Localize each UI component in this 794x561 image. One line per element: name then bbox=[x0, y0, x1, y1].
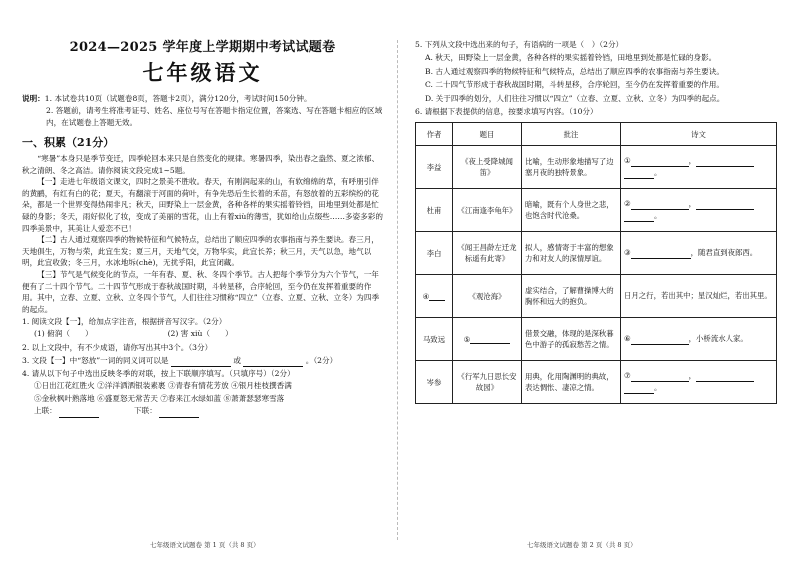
question-3-prefix: 3. 文段【一】中“怒放”一词的同义词可以是 bbox=[22, 355, 169, 365]
q4-lower-blank[interactable] bbox=[159, 408, 199, 418]
q4-option-5: ⑤金秋枫叶熟落地 bbox=[34, 393, 95, 403]
right-page bbox=[397, 0, 794, 561]
question-5-option-d: D. 关于四季的划分，人们往往习惯以“四立”（立春、立夏、立秋、立冬）为四季的起点。 bbox=[425, 93, 725, 103]
verse-blank[interactable] bbox=[631, 249, 691, 259]
passage-2: 【二】古人通过观察四季的物候特征和气候特点，总结出了顺应四季的农事指南与养生要诀。春三月，天地俱生，万物与荣，此宜生发；夏三月，天地气交，万物华实，此宜长养；秋三月，天气以急，地气以明，此宜收敛；冬三月，水冰地坼(chè)，无扰乎阳，此宜闭藏。 bbox=[22, 235, 379, 268]
question-1-part-b: (2) 害 xiù（ ） bbox=[167, 329, 233, 339]
left-page-footer: 七年级语文试题卷 第 1 页（共 8 页） bbox=[150, 541, 260, 549]
question-4: 4. 请从以下句子中选出反映冬季的对联，按上下联顺序填写。（只填序号）（2分） bbox=[22, 368, 295, 378]
exam-title: 2024—2025 学年度上学期期中考试试题卷 bbox=[69, 40, 336, 55]
question-1: 1. 阅读文段【一】，给加点字注音，根据拼音写汉字。（2分） bbox=[22, 317, 227, 327]
title-marker: ⑤ bbox=[463, 335, 471, 345]
verse-marker: ⑥ bbox=[624, 334, 631, 344]
question-3 bbox=[22, 354, 383, 367]
verse-text: ， bbox=[688, 199, 697, 209]
question-3-or: 或 bbox=[233, 355, 241, 365]
verse-blank[interactable] bbox=[696, 200, 754, 210]
intro-paragraph: “寒暑”本身只是季节变迁，四季轮回本来只是自然变化的规律。寒暑四季，染出春之盎然、夏之浓郁、秋之清朗、冬之高洁。请你阅读文段完成1~5题。 bbox=[22, 154, 380, 175]
row-note: 暗喻，既有个人身世之悲，也饱含时代沧桑。 bbox=[522, 189, 621, 232]
verse-marker: ② bbox=[624, 199, 631, 209]
question-5-option-a: A. 秋天，田野染上一层金黄，各种各样的果实摇着铃铛，田地里到处都是忙碌的身影。 bbox=[425, 53, 717, 63]
instruction-1-text: 1. 本试卷共10页（试题卷8页，答题卡2页），满分120分，考试时间150分钟。 bbox=[44, 94, 312, 103]
question-4-options-row-1 bbox=[34, 380, 383, 393]
author-marker: ④ bbox=[422, 292, 430, 302]
verse-text: ，随君直到夜郎西。 bbox=[690, 248, 758, 258]
question-5: 5. 下列从文段中选出来的句子，有语病的一项是（ ）（2分） bbox=[415, 40, 624, 49]
row-author: 岑参 bbox=[416, 361, 453, 404]
row-author: 马致远 bbox=[416, 318, 453, 361]
q4-lower-label: 下联： bbox=[134, 406, 157, 416]
q4-option-3: ③青春有情花芳放 bbox=[167, 380, 229, 390]
question-1-parts bbox=[34, 328, 383, 341]
row-verse bbox=[621, 232, 777, 275]
question-3-suffix: 。（2分） bbox=[305, 355, 338, 365]
header-note: 批注 bbox=[522, 123, 621, 146]
table-row bbox=[416, 361, 777, 404]
row-note: 用典，化用陶渊明的典故，表达惆怅、凄凉之情。 bbox=[522, 361, 621, 404]
verse-text: ， bbox=[688, 156, 697, 166]
row-title bbox=[453, 318, 522, 361]
row-verse bbox=[621, 189, 777, 232]
verse-marker: ③ bbox=[624, 248, 631, 258]
row-title: 《夜上受降城闻笛》 bbox=[453, 146, 522, 189]
row-verse bbox=[621, 318, 777, 361]
passage-3: 【三】节气是气候变化的节点，一年有春、夏、秋、冬四个季节。古人把每个季节分为六个节气，一年便有了二十四个节气。二十四节气形成于春秋战国时期，斗转星移，合序轮回，至今仍在发挥着重要的作用。其中，立春、立夏、立秋、立冬四个节气，人们往往习惯称“四立”（立春、立夏、立秋、立冬）为四季的起点。 bbox=[22, 269, 380, 314]
q4-option-1: ①日出江花红胜火 bbox=[34, 380, 95, 390]
verse-text: ， bbox=[688, 371, 697, 381]
instruction-1 bbox=[22, 93, 383, 105]
row-verse bbox=[621, 146, 777, 189]
verse-blank[interactable] bbox=[624, 212, 654, 222]
header-author: 作者 bbox=[416, 123, 453, 146]
section-1-heading: 一、积累（21分） bbox=[22, 136, 115, 149]
question-4-answer-row bbox=[34, 405, 383, 418]
row-verse: 日月之行，若出其中；星汉灿烂，若出其里。 bbox=[621, 275, 777, 318]
row-note: 拟人，感情寄于丰富的想象力和对友人的深情厚谊。 bbox=[522, 232, 621, 275]
verse-marker: ① bbox=[624, 156, 631, 166]
row-author bbox=[416, 275, 453, 318]
verse-blank[interactable] bbox=[624, 384, 654, 394]
author-blank[interactable] bbox=[429, 291, 445, 301]
row-author: 李白 bbox=[416, 232, 453, 275]
question-3-blank-1[interactable] bbox=[171, 357, 231, 367]
instruction-2: 2. 答题前，请考生将准考证号、姓名、座位号写在答题卡指定位置，答案选、写在答题卡相应的区域内，在试题卷上答题无效。 bbox=[46, 106, 383, 127]
question-5-option-c: C. 二十四气节形成于春秋战国时期，斗转星移，合序轮回，至今仍在发挥着重要的作用。 bbox=[425, 80, 724, 90]
table-row bbox=[416, 146, 777, 189]
row-title: 《闻王昌龄左迁龙标遥有此寄》 bbox=[453, 232, 522, 275]
q4-option-7: ⑦春来江水绿如蓝 bbox=[160, 393, 222, 403]
row-note: 比喻，生动形象地描写了边塞月夜的独特景象。 bbox=[522, 146, 621, 189]
row-title: 《江南逢李龟年》 bbox=[453, 189, 522, 232]
right-page-footer: 七年级语文试题卷 第 2 页（共 8 页） bbox=[527, 541, 637, 549]
question-4-options-row-2 bbox=[34, 393, 383, 406]
header-title: 题目 bbox=[453, 123, 522, 146]
q4-option-4: ④银月桂枝撰香满 bbox=[231, 380, 292, 390]
row-verse bbox=[621, 361, 777, 404]
row-author: 李益 bbox=[416, 146, 453, 189]
q4-option-8: ⑧萧萧瑟瑟寒雪落 bbox=[223, 393, 285, 403]
verse-blank[interactable] bbox=[696, 157, 754, 167]
q4-upper-label: 上联： bbox=[34, 406, 57, 416]
verse-end: 。 bbox=[654, 168, 662, 178]
subject-title: 七年级语文 bbox=[142, 60, 263, 85]
q4-option-2: ②洋洋洒洒银装素裹 bbox=[97, 380, 166, 390]
poem-table-header bbox=[416, 123, 777, 146]
table-row bbox=[416, 275, 777, 318]
table-row bbox=[416, 232, 777, 275]
verse-text: ，小桥流水人家。 bbox=[688, 334, 748, 344]
question-1-part-a: (1) 俯润（ ） bbox=[34, 329, 93, 339]
row-author: 杜甫 bbox=[416, 189, 453, 232]
verse-blank[interactable] bbox=[631, 335, 689, 345]
instructions-label: 说明： bbox=[22, 94, 45, 103]
verse-end: 。 bbox=[654, 383, 662, 393]
verse-blank[interactable] bbox=[624, 169, 654, 179]
row-title: 《行军九日思长安故园》 bbox=[453, 361, 522, 404]
row-note: 虚实结合，了解曹操博大的胸怀和远大的抱负。 bbox=[522, 275, 621, 318]
verse-blank[interactable] bbox=[631, 157, 689, 167]
row-title: 《观沧海》 bbox=[453, 275, 522, 318]
header-verse: 诗文 bbox=[621, 123, 777, 146]
question-2: 2. 以上文段中，有不少成语，请你写出其中3个。（3分） bbox=[22, 342, 213, 352]
verse-blank[interactable] bbox=[696, 372, 754, 382]
verse-blank[interactable] bbox=[631, 200, 689, 210]
question-6: 6. 请根据下表提供的信息，按要求填写内容。（10分） bbox=[415, 107, 598, 117]
table-row bbox=[416, 318, 777, 361]
question-3-blank-2[interactable] bbox=[243, 357, 303, 367]
passage-1: 【一】走进七年级语文课文，四时之景美不胜收。春天，有刚润起来的山，有软绵绵的草，有呼朋引伴的黄鹂，有红有白的花；夏天，有翻滚于河面的荷叶，有争先恐后生长着的禾苗，有怒放着的五彩缤纷的花朵，都是一个世界变得热闹非凡；秋天，田野染上一层金黄，各种各样的果实摇着铃铛，田地里到处都是忙碌的身影；冬天，雨好似化了妆，变成了美丽的雪花，山上有着xiù的薄雪，犹如给山点缀些……多姿多彩的四季美景中，其美让人爱恋不已！ bbox=[22, 177, 383, 233]
verse-marker: ⑦ bbox=[624, 371, 631, 381]
q4-upper-blank[interactable] bbox=[59, 408, 99, 418]
title-blank[interactable] bbox=[470, 334, 510, 344]
row-note: 借景交融，体现的是深秋暮色中游子的孤寂愁苦之情。 bbox=[522, 318, 621, 361]
table-row bbox=[416, 189, 777, 232]
poem-table bbox=[415, 122, 777, 404]
question-5-option-b: B. 古人通过观察四季的物候特征和气候特点，总结出了顺应四季的农事指南与养生要诀。 bbox=[425, 66, 724, 76]
verse-end: 。 bbox=[654, 211, 662, 221]
verse-blank[interactable] bbox=[631, 372, 689, 382]
q4-option-6: ⑥盛夏怒无常苦天 bbox=[97, 393, 158, 403]
